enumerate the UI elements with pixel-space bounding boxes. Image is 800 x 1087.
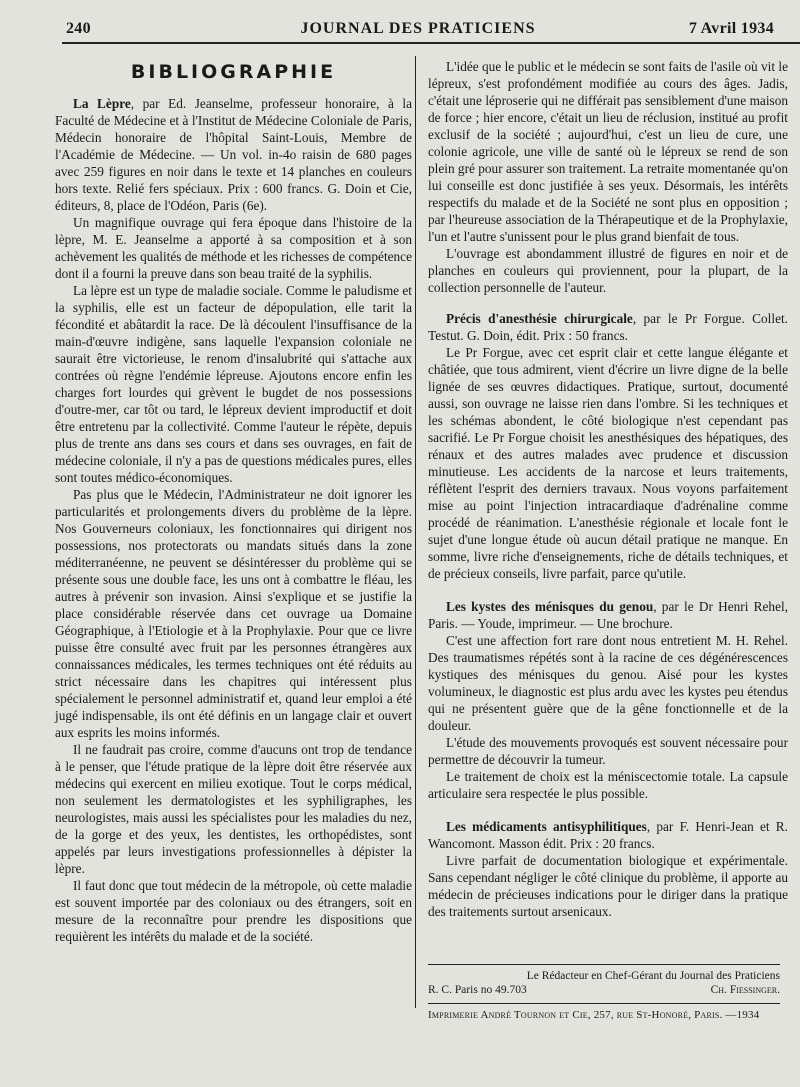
- footer-divider: [428, 964, 780, 965]
- paragraph: L'étude des mouvements provoqués est souvent nécessaire pour permettre de découvrir la tumeur.: [428, 735, 788, 767]
- book-details: , par Ed. Jeanselme, professeur honoraire, à la Faculté de Médecine et à l'Institut de Médecine Coloniale de Paris, Médecin honoraire de l'hôpital Saint-Louis, Membre de l'Académie de Médecine. — Un vol. in-4o raisin de 680 pages avec 259 figures en noir dans le texte et 14 planches en couleurs hors texte. Relié fers spéciaux. Prix : 600 francs. G. Doin et Cie, éditeurs, 8, place de l'Odéon, Paris (6e).: [55, 96, 412, 213]
- book-title: Les médicaments antisyphilitiques: [446, 819, 647, 834]
- paragraph: L'idée que le public et le médecin se sont faits de l'asile où vit le lépreux, s'est profondément modifiée au cours des âges. Jadis, c'était une léproserie qui ne différait pas sensiblement d'une maison de force ; hier encore, c'était un lieu de réclusion, institué au profit exclusif de la société ; aujourd'hui, c'est un lieu de cure, une colonie agricole, une ville de santé où le lépreux se rend de son plein gré pour assurer son traitement. La retraite momentanée qu'on lui conseille est donc justifiée à ses yeux. Désormais, les intérêts respectifs du malade et de la Société ne sont plus en opposition ; par l'heureuse association de la Thérapeutique et de la Prophylaxie, l'un et l'autre s'unissent pour le plus grand bienfait de tous.: [428, 59, 788, 244]
- left-column: [55, 60, 412, 945]
- book-details: , par le Dr Henri Rehel, Paris. — Youde, imprimeur. — Une brochure.: [428, 599, 788, 631]
- paragraph: C'est une affection fort rare dont nous entretient M. H. Rehel. Des traumatismes répétés sont à la racine de ces dégénérescences kystiques des ménisques du genou. Aisé pour les kystes volumineux, le diagnostic est plus ardu avec les kystes peu étendus qui ne présentent guère que de la gêne fonctionnelle et de la douleur.: [428, 633, 788, 733]
- page-header: [62, 18, 774, 42]
- paragraph: Le Pr Forgue, avec cet esprit clair et cette langue élégante et châtiée, que tous admirent, vient d'écrire un livre digne de la belle lignée de ses œuvres didactiques. Pratique, surtout, documenté aussi, son ouvrage ne laisse rien dans l'ombre. Si les techniques et les schémas abondent, le côté biologique n'est cependant pas sacrifié. Le Pr Forgue choisit les anesthésiques des hépatiques, des rénaux et des autres malades avec prudence et discussion minutieuse. Les accidents de la narcose et leurs traitements, réflètent l'esprit des derniers travaux. Nous voyons parfaitement mise au point l'injection intracardiaque d'adrénaline comme procédé de réanimation. L'anesthésie régionale et locale font le sujet d'une longue étude où aucun détail pratique ne manque. En somme, livre riche d'enseignements, riche de détails techniques, et de précieux conseils, livre parfait, parce qu'utile.: [428, 345, 788, 581]
- paragraph: Un magnifique ouvrage qui fera époque dans l'histoire de la lèpre, M. E. Jeanselme a apporté à sa composition et à son achèvement les qualités de méthode et les richesses de compétence dont il a fourni la preuve dans son beau traité de la syphilis.: [55, 215, 412, 281]
- paragraph: L'ouvrage est abondamment illustré de figures en noir et de planches en couleurs qui proviennent, pour la plupart, de la collection personnelle de l'auteur.: [428, 246, 788, 295]
- book-title: La Lèpre: [73, 96, 131, 111]
- paragraph: Il faut donc que tout médecin de la métropole, où cette maladie est souvent importée par des coloniaux ou des étrangers, soit en mesure de la reconnaître pour prendre les dispositions que requièrent les intérêts du malade et de la société.: [55, 878, 412, 944]
- right-column: [428, 58, 788, 920]
- review-entry-medicaments: [428, 818, 788, 852]
- book-title: Précis d'anesthésie chirurgicale: [446, 311, 633, 326]
- printer-line: Imprimerie André Tournon et Cie, 257, rue St-Honoré, Paris. —1934: [428, 1009, 760, 1021]
- spacer: [428, 296, 788, 310]
- review-entry-anesthesie: [428, 310, 788, 344]
- book-details: , par F. Henri-Jean et R. Wancomont. Masson édit. Prix : 20 francs.: [428, 819, 788, 851]
- page-number: 240: [66, 20, 91, 37]
- paragraph: Le traitement de choix est la méniscectomie totale. La capsule articulaire sera respectée le plus possible.: [428, 769, 788, 801]
- review-entry-kystes: [428, 598, 788, 632]
- header-divider: [62, 42, 800, 44]
- spacer: [428, 582, 788, 598]
- book-title: Les kystes des ménisques du genou: [446, 599, 654, 614]
- paragraph: Livre parfait de documentation biologique et expérimentale. Sans cependant négliger le côté clinique du problème, il apporte au médecin de précieuses indications pour le diriger dans la pratique des traitements surtout arsenicaux.: [428, 853, 788, 919]
- book-details: , par le Pr Forgue. Collet. Testut. G. Doin, édit. Prix : 50 francs.: [428, 311, 788, 343]
- paragraph: La lèpre est un type de maladie sociale. Comme le paludisme et la syphilis, elle est un facteur de dépopulation, elle tarit la fécondité et abâtardit la race. De là découlent l'insuffisance de la main-d'œuvre indigène, sans laquelle l'expansion coloniale ne saurait être victorieuse, le renom d'insalubrité qui s'attache aux contrées où règne l'endémie lépreuse. Ajoutons encore enfin les charges fort lourdes qui grèvent le bugdet de nos possessions d'outre-mer, car tôt ou tard, le lépreux devient improductif et doit être entretenu par la collectivité. Comme l'auteur le répète, depuis plus de trente ans dans ses cours et dans ses ouvrages, en fait de médecine coloniale, il n'y a pas de questions médicales pures, elles sont toutes médico-économiques.: [55, 283, 412, 485]
- spacer: [428, 802, 788, 818]
- column-divider: [415, 56, 416, 1008]
- review-entry-lepre: [55, 95, 412, 214]
- journal-title: JOURNAL DES PRATICIENS: [300, 20, 536, 37]
- section-heading: BIBLIOGRAPHIE: [130, 61, 337, 83]
- footer-divider: [428, 1003, 780, 1004]
- issue-date: 7 Avril 1934: [688, 20, 774, 37]
- registry-line: [428, 983, 780, 997]
- paragraph: Il ne faudrait pas croire, comme d'aucuns ont trop de tendance à le penser, que l'étude pratique de la lèpre doit être réservée aux médecins qui exercent en milieu exotique. Tout le corps médical, non seulement les dermatologistes et les syphiligraphes, les neurologistes, mais aussi les spécialistes pour les maladies du nez, de la gorge et des yeux, les dentistes, les orthopédistes, sont appelés par leurs investigations professionnelles à dépister la lèpre.: [55, 742, 412, 876]
- paragraph: Pas plus que le Médecin, l'Administrateur ne doit ignorer les particularités et prolongements divers du problème de la lèpre. Nos Gouverneurs coloniaux, les fonctionnaires qui dirigent nos possessions, nos protectorats ou mandats situés dans la zone méditerranéenne, ne peuvent se désintéresser du problème qui se présente sous une double face, les uns ont à combattre le fléau, les autres à prévenir son invasion. Ainsi s'explique et se justifie la place considérable réservée dans cet ouvrage ua Domaine Géographique, à l'Etiologie et à la Prophylaxie. Pour que ce livre puisse être consulté avec fruit par les personnes étrangères aux connaissances médicales, les termes techniques ont été réduits au strict nécessaire dans les chapitres qui intéressent plus spécialement le personnel administratif et, quand leur emploi a été jugé indispensable, ils ont été définis en un langage clair et ouvert aux esprits les moins informés.: [55, 487, 412, 740]
- editor-line: Le Rédacteur en Chef-Gérant du Journal des Praticiens: [526, 970, 780, 982]
- registry-number: R. C. Paris no 49.703: [428, 984, 527, 996]
- editor-name: Ch. Fiessinger.: [710, 984, 780, 996]
- page-footer: [428, 958, 780, 1022]
